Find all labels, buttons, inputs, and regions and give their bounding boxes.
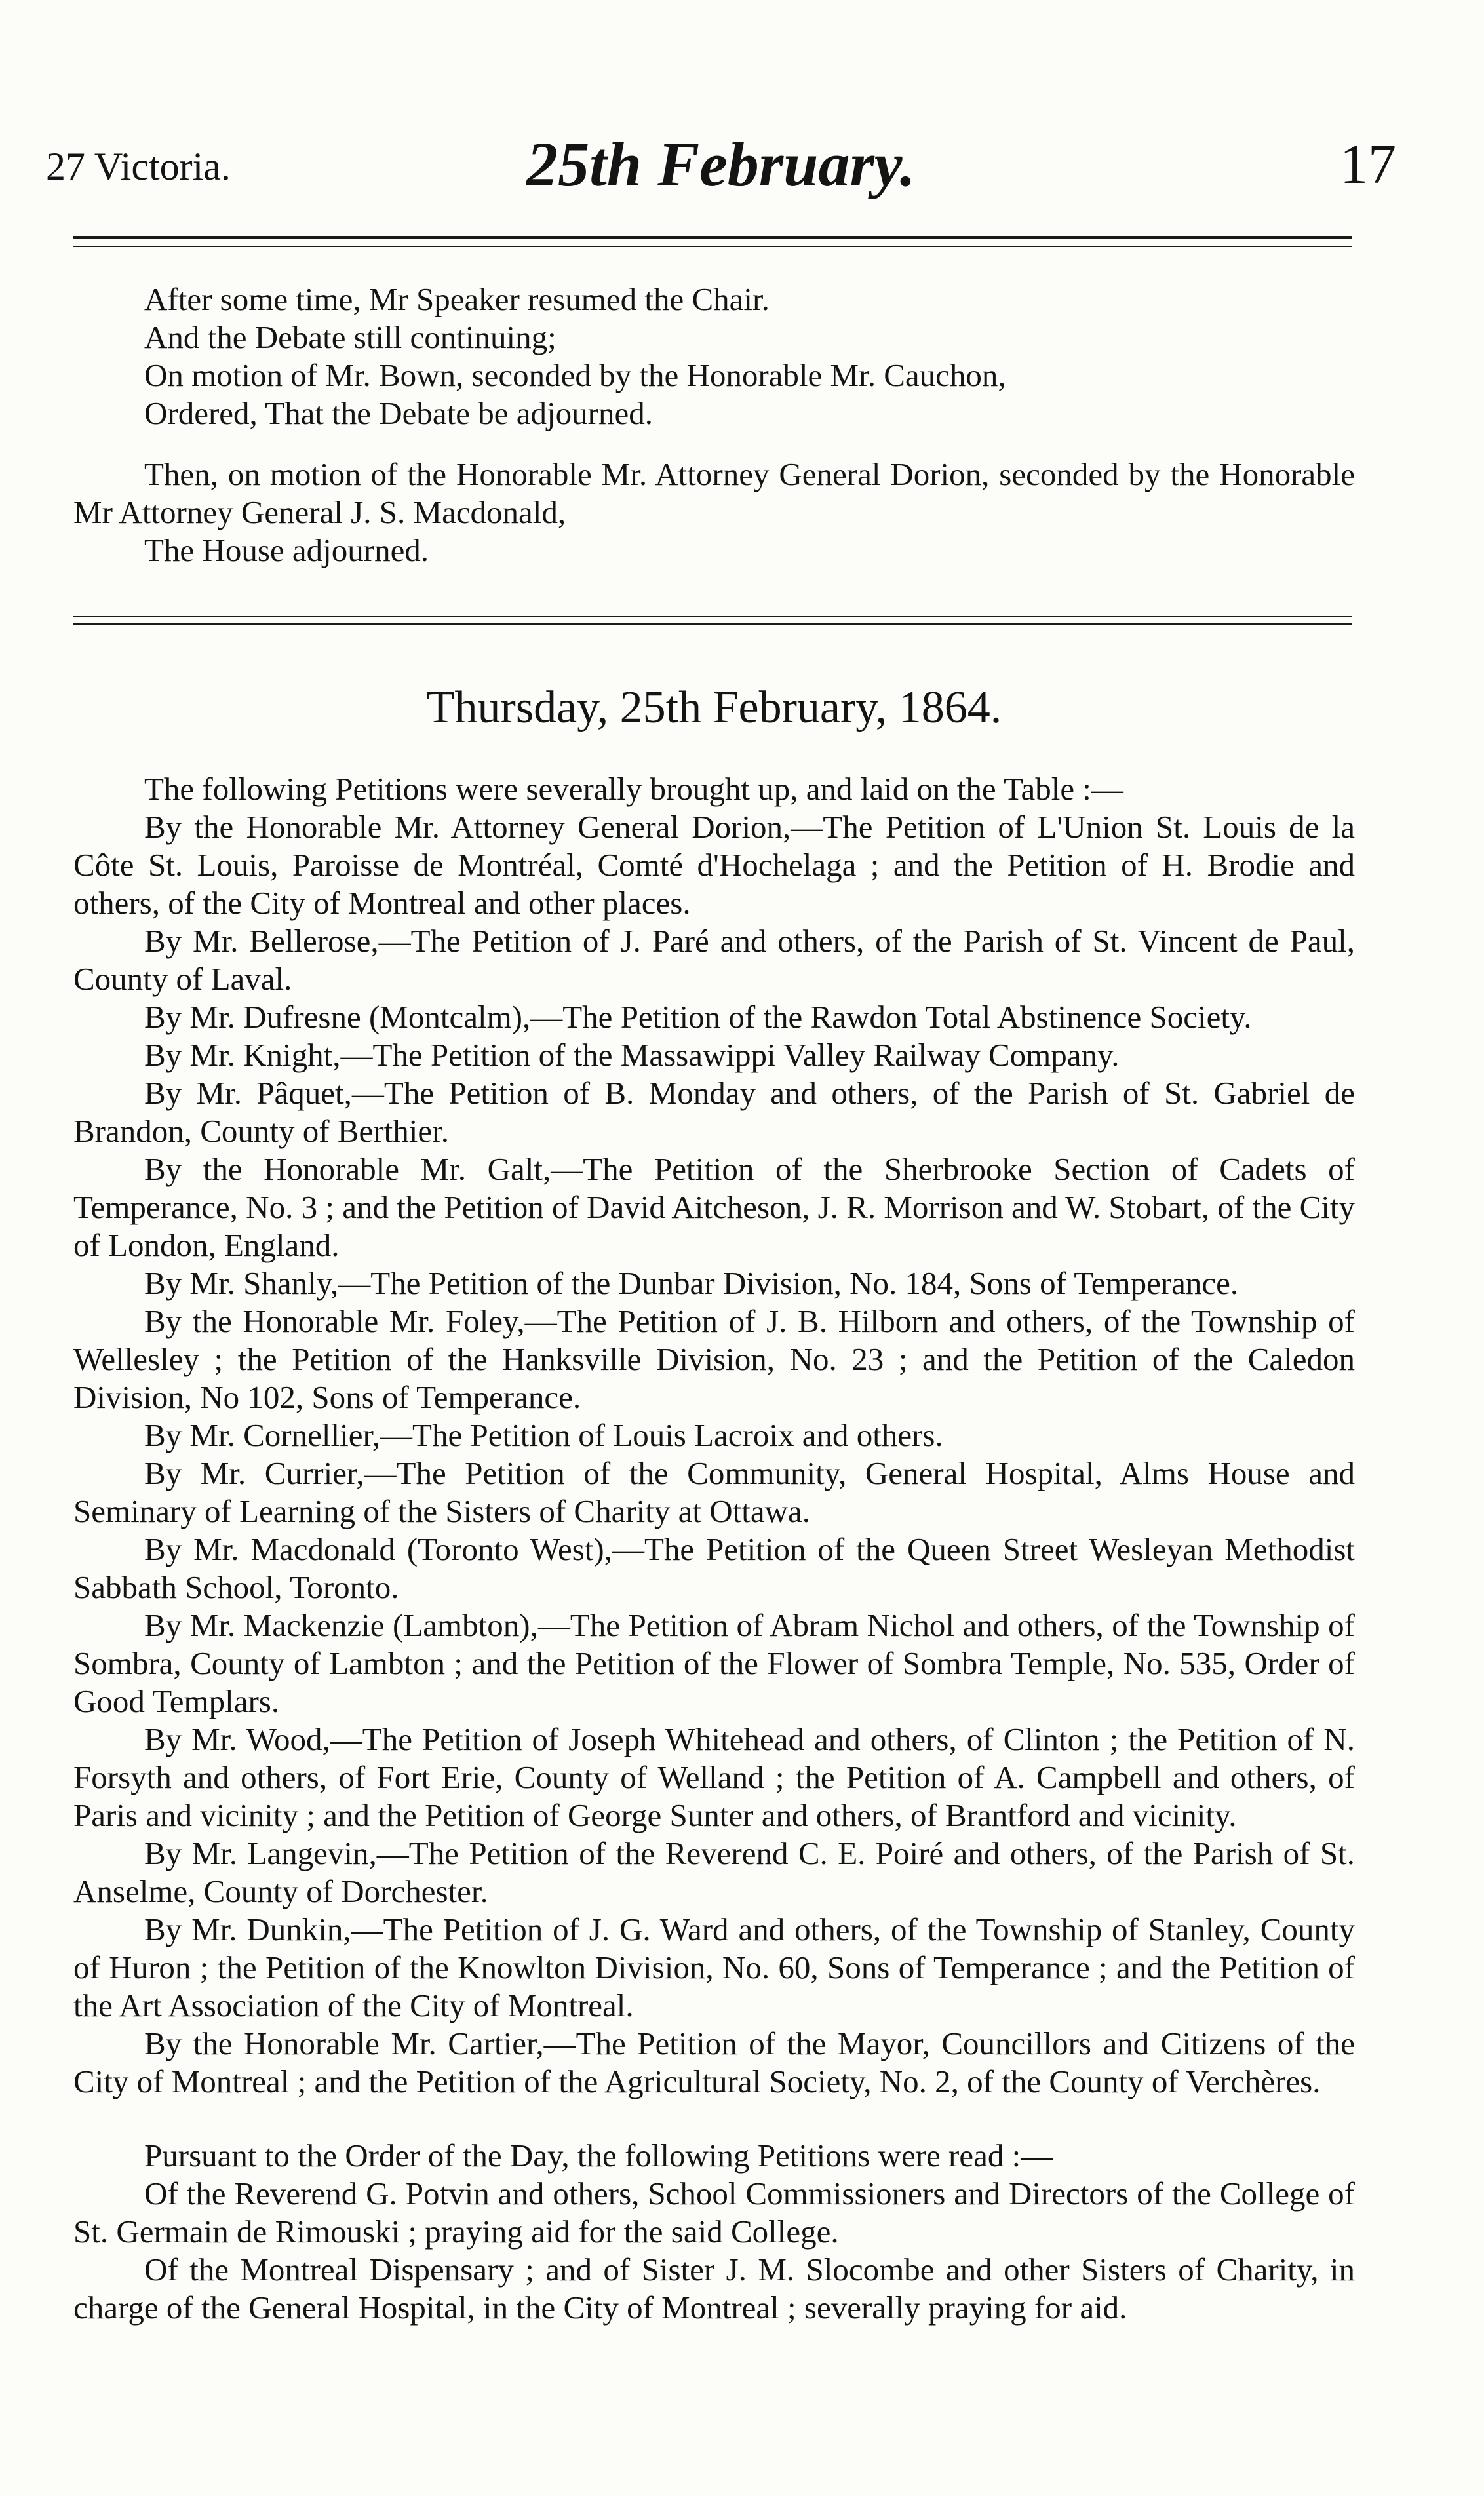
petition-entry: By Mr. Knight,—The Petition of the Massawippi Valley Railway Company. <box>144 1037 1120 1073</box>
header-rule-thin <box>73 246 1352 247</box>
house-adjourned: The House adjourned. <box>144 532 429 568</box>
header-session: 27 Victoria. <box>46 145 231 188</box>
petition-entry: By Mr. Pâquet,—The Petition of B. Monday and others, of the Parish of St. Gabriel de Brandon, County of Berthier. <box>73 1075 1355 1149</box>
petition-entry: By Mr. Shanly,—The Petition of the Dunbar Division, No. 184, Sons of Temperance. <box>144 1265 1239 1301</box>
petition-entry: By the Honorable Mr. Galt,—The Petition of the Sherbrooke Section of Cadets of Temperance, No. 3 ; and the Petition of David Aitcheson, J. R. Morrison and W. Stobart, of the City of London, England. <box>73 1151 1355 1263</box>
petition-entry: By Mr. Langevin,—The Petition of the Reverend C. E. Poiré and others, of the Parish of St. Anselme, County of Dorchester. <box>73 1835 1355 1909</box>
petitions-intro: The following Petitions were severally brought up, and laid on the Table :— <box>144 771 1123 807</box>
petitions-section <box>73 770 1355 2327</box>
petition-entry: By Mr. Currier,—The Petition of the Community, General Hospital, Alms House and Seminary of Learning of the Sisters of Charity at Ottawa. <box>73 1455 1355 1529</box>
petition-entry: By the Honorable Mr. Foley,—The Petition of J. B. Hilborn and others, of the Township of Wellesley ; the Petition of the Hanksville Division, No. 23 ; and the Petition of the Caledon Division, No 102, Sons of Temperance. <box>73 1303 1355 1415</box>
petition-entry: By the Honorable Mr. Attorney General Dorion,—The Petition of L'Union St. Louis de la Côte St. Louis, Paroisse de Montréal, Comté d'Hochelaga ; and the Petition of H. Brodie and others, of the City of Montreal and other places. <box>73 809 1355 921</box>
intro-line: And the Debate still continuing; <box>144 319 556 355</box>
petition-entry: By Mr. Dufresne (Montcalm),—The Petition of the Rawdon Total Abstinence Society. <box>144 999 1252 1035</box>
header-date: 25th February. <box>526 129 916 199</box>
read-petition: Of the Reverend G. Potvin and others, School Commissioners and Directors of the College of St. Germain de Rimouski ; praying aid for the said College. <box>73 2175 1355 2250</box>
intro-section <box>73 281 1355 570</box>
section-rule-thick <box>73 623 1352 625</box>
intro-line: Ordered, That the Debate be adjourned. <box>144 395 653 431</box>
section-rule <box>73 616 1352 617</box>
petition-entry: By Mr. Dunkin,—The Petition of J. G. Ward and others, of the Township of Stanley, County of Huron ; the Petition of the Knowlton Division, No. 60, Sons of Temperance ; and the Petition of the Art Association of the City of Montreal. <box>73 1911 1355 2023</box>
petition-entry: By Mr. Macdonald (Toronto West),—The Petition of the Queen Street Wesleyan Methodist Sabbath School, Toronto. <box>73 1531 1355 1605</box>
petition-entry: By Mr. Cornellier,—The Petition of Louis Lacroix and others. <box>144 1417 943 1453</box>
petition-entry: By the Honorable Mr. Cartier,—The Petition of the Mayor, Councillors and Citizens of the City of Montreal ; and the Petition of the Agricultural Society, No. 2, of the County of Verchères. <box>73 2025 1355 2099</box>
day-title: Thursday, 25th February, 1864. <box>426 682 1002 733</box>
petition-entry: By Mr. Wood,—The Petition of Joseph Whitehead and others, of Clinton ; the Petition of N. Forsyth and others, of Fort Erie, County of Welland ; the Petition of A. Campbell and others, of Paris and vicinity ; and the Petition of George Sunter and others, of Brantford and vicinity. <box>73 1721 1355 1833</box>
petition-entry: By Mr. Bellerose,—The Petition of J. Paré and others, of the Parish of St. Vincent de Paul, County of Laval. <box>73 923 1355 997</box>
header-rule <box>73 236 1352 239</box>
read-petition: Of the Montreal Dispensary ; and of Sister J. M. Slocombe and other Sisters of Charity, in charge of the General Hospital, in the City of Montreal ; severally praying for aid. <box>73 2252 1355 2326</box>
page-number: 17 <box>1340 132 1396 195</box>
page-header <box>46 128 1396 200</box>
petition-entry: By Mr. Mackenzie (Lambton),—The Petition of Abram Nichol and others, of the Township of Sombra, County of Lambton ; and the Petition of the Flower of Sombra Temple, No. 535, Order of Good Templars. <box>73 1607 1355 1719</box>
adjournment-motion: Then, on motion of the Honorable Mr. Attorney General Dorion, seconded by the Honorable Mr Attorney General J. S. Macdonald, <box>73 456 1355 530</box>
read-intro: Pursuant to the Order of the Day, the following Petitions were read :— <box>144 2137 1053 2174</box>
intro-line: After some time, Mr Speaker resumed the Chair. <box>144 281 770 317</box>
intro-line: On motion of Mr. Bown, seconded by the Honorable Mr. Cauchon, <box>144 357 1006 393</box>
